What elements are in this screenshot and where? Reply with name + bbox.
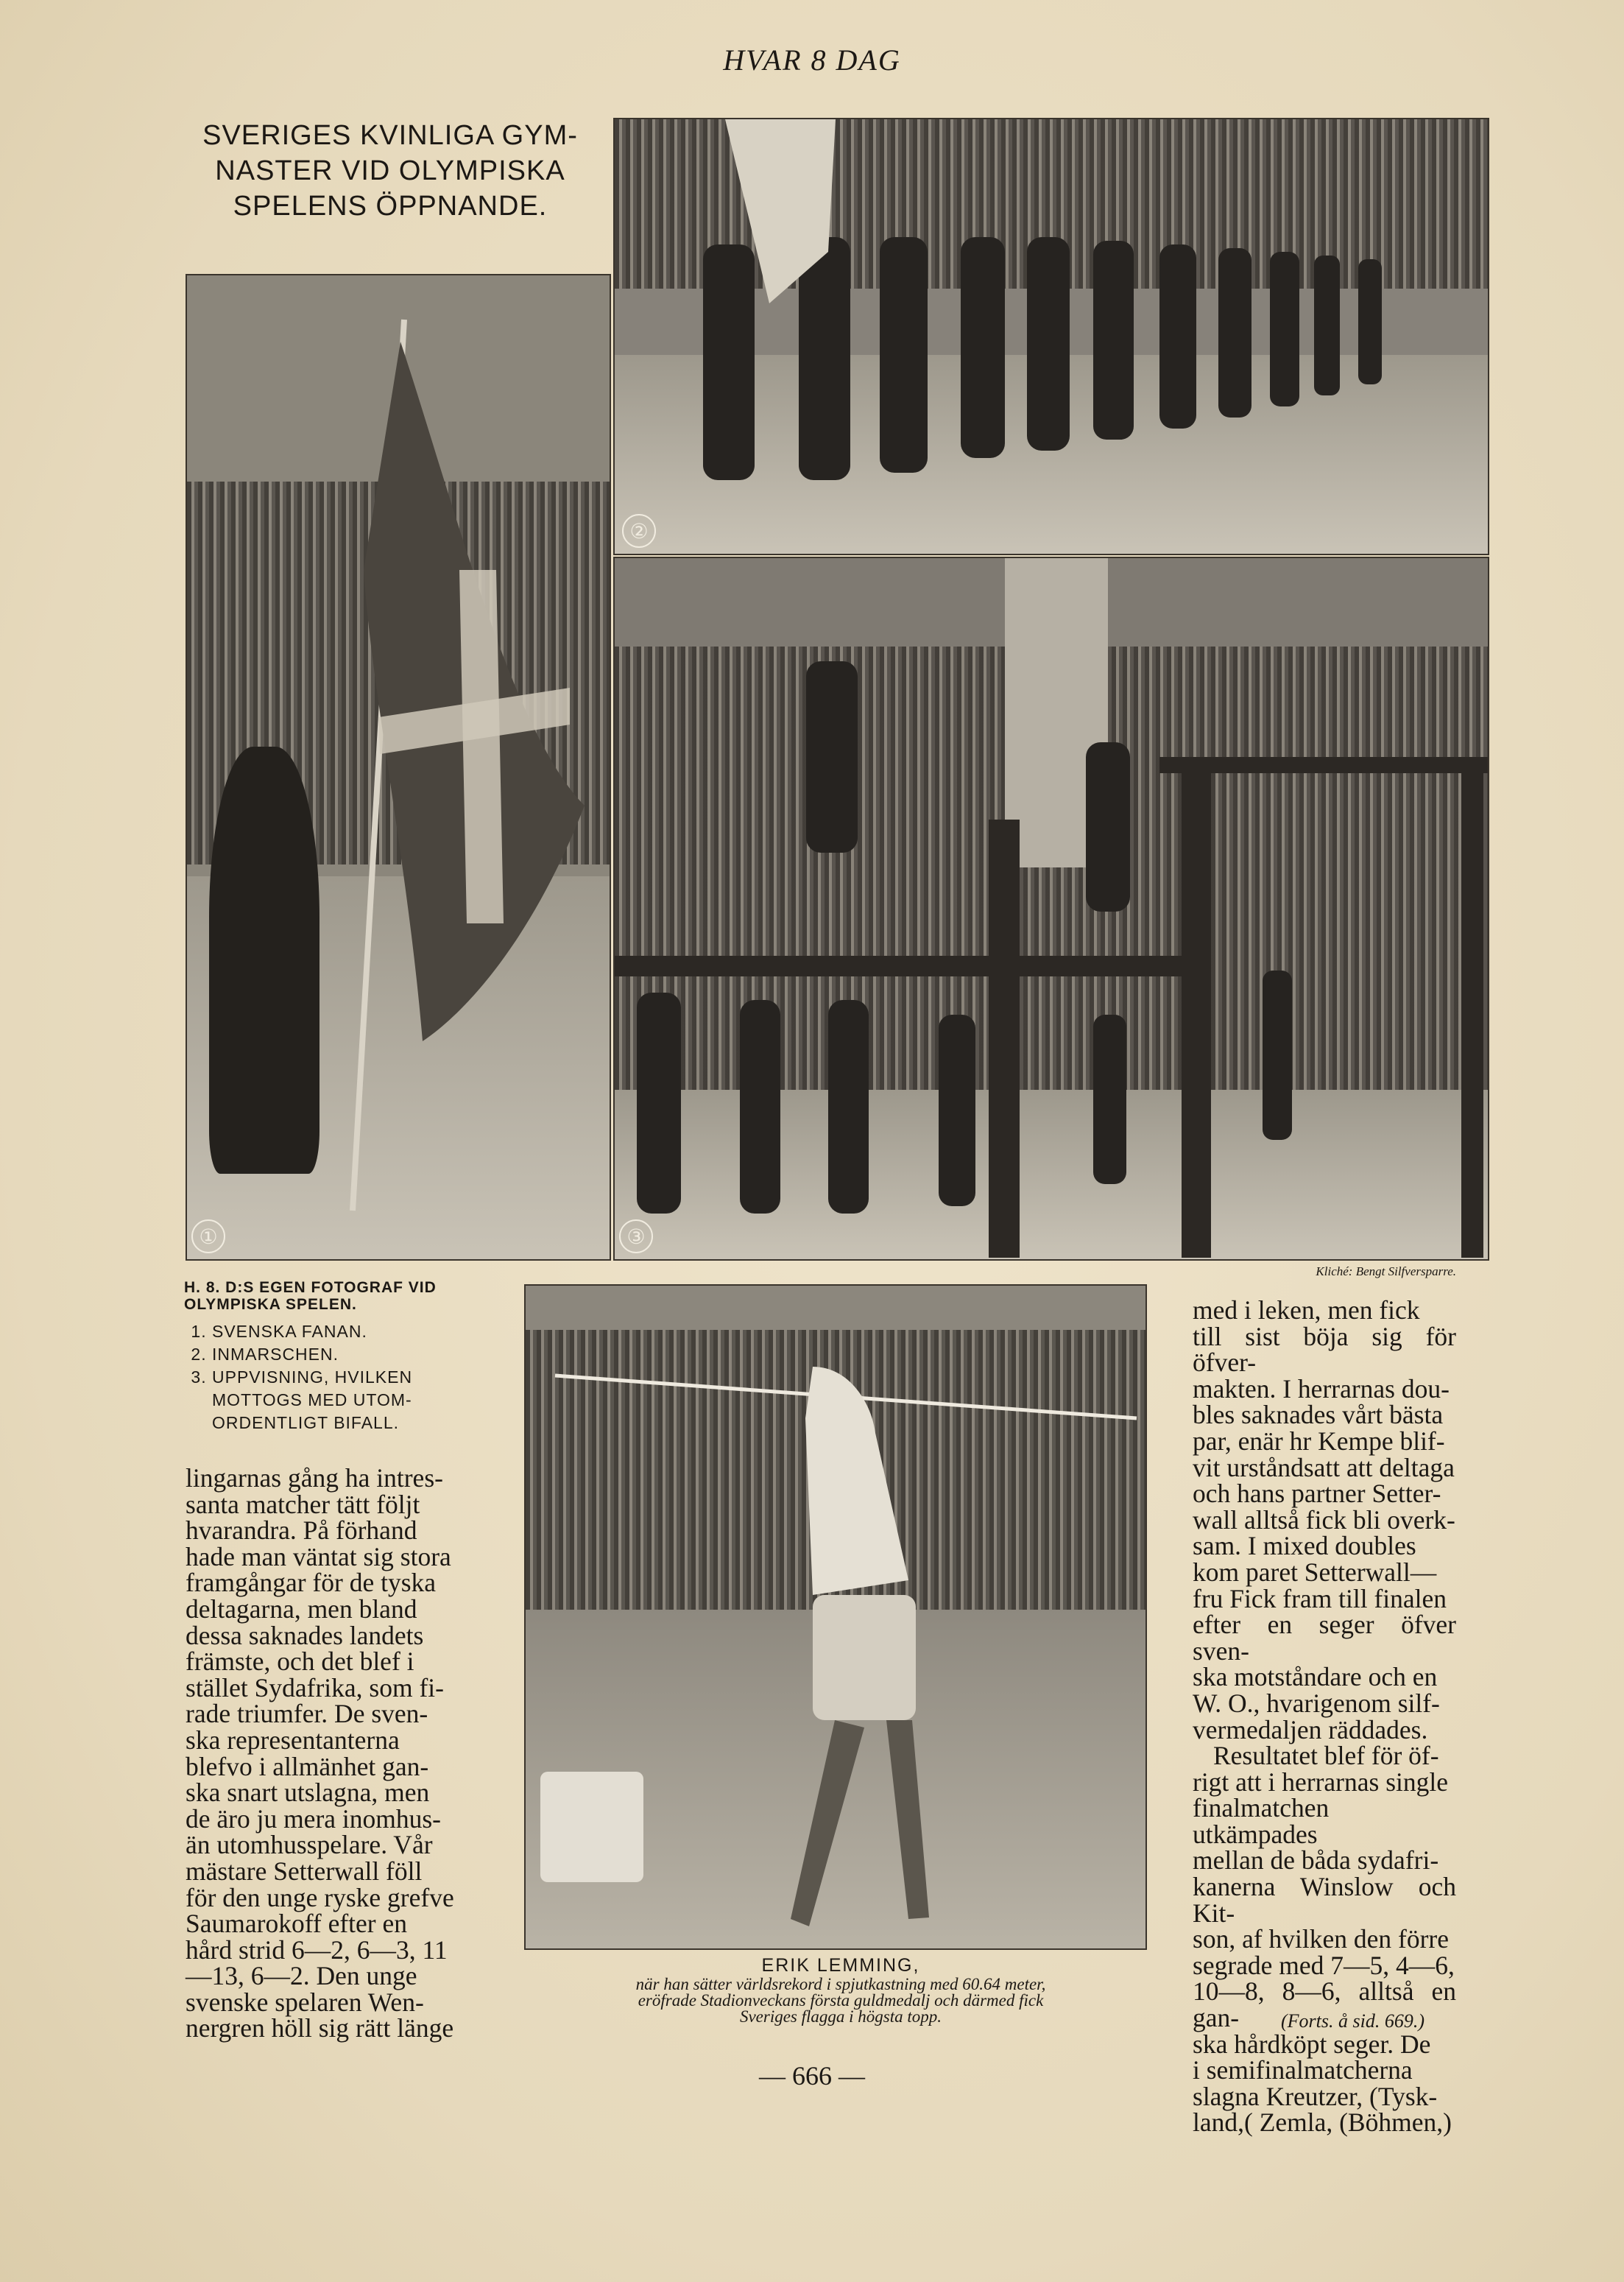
photo-exhibition (613, 557, 1489, 1261)
article-line: och hans partner Setter- (1193, 1479, 1441, 1509)
photo-caption-list (184, 1320, 493, 1434)
javelin-graphic (526, 1286, 1145, 1948)
article-line: makten. I herrarnas dou- (1193, 1373, 1450, 1404)
photo-swedish-flag (186, 274, 611, 1261)
article-line: mästare Setterwall föll (186, 1856, 423, 1886)
article-line: ska snart utslagna, men (186, 1778, 430, 1808)
article-line: ska hårdköpt seger. De (1193, 2029, 1431, 2059)
article-line: dessa saknades landets (186, 1620, 424, 1650)
page-number: — 666 — (759, 2061, 865, 2091)
article-line: deltagarna, men bland (186, 1593, 417, 1624)
article-line: till sist böja sig för öfver- (1193, 1321, 1456, 1378)
article-line: hade man väntat sig stora (186, 1541, 451, 1571)
feature-title-line: SPELENS ÖPPNANDE. (233, 191, 548, 222)
article-line: santa matcher tätt följt (186, 1489, 420, 1519)
article-line: W. O., hvarigenom silf- (1193, 1688, 1440, 1718)
lemming-caption-line: när han sätter världsrekord i spjutkastning med 60.64 meter, (635, 1975, 1046, 1993)
article-line: med i leken, men fick (1193, 1295, 1420, 1325)
article-line: Resultatet blef för öf- (1213, 1741, 1439, 1771)
flag-cross (459, 570, 504, 923)
article-line: nergren höll sig rätt länge (186, 2013, 454, 2043)
article-line: Saumarokoff efter en (186, 1909, 407, 1939)
gymnast-figure (209, 747, 319, 1174)
article-line: framgångar för de tyska (186, 1568, 437, 1598)
article-line: de äro ju mera inomhus- (186, 1803, 442, 1834)
article-line: mellan de båda sydafri- (1193, 1845, 1439, 1876)
photo-number-2: ② (622, 514, 656, 548)
photo-caption-item: 2. INMARSCHEN. (212, 1343, 493, 1366)
article-line: för den unge ryske grefve (186, 1882, 454, 1912)
article-line: än utomhusspelare. Vår (186, 1830, 433, 1860)
article-line: efter en seger öfver sven- (1193, 1610, 1456, 1666)
photo-caption-item: 1. SVENSKA FANAN. (212, 1320, 493, 1343)
feature-title (169, 118, 611, 224)
photo-caption (184, 1279, 493, 1434)
athlete-legs (791, 1720, 929, 1926)
feature-title-line: NASTER VID OLYMPISKA (215, 155, 565, 186)
photo-erik-lemming (524, 1284, 1147, 1950)
towel (540, 1772, 643, 1882)
article-line: ska motståndare och en (1193, 1662, 1438, 1692)
article-line: rade triumfer. De sven- (186, 1699, 428, 1729)
running-head: HVAR 8 DAG (723, 43, 901, 77)
beam-upright (1182, 772, 1211, 1258)
article-line: fru Fick fram till finalen (1193, 1583, 1447, 1613)
article-line: 10—8, 8—6, alltså en gan- (1193, 1976, 1456, 2033)
beam (1159, 757, 1488, 773)
article-line: svenske spelaren Wen- (186, 1987, 424, 2017)
athlete-shorts (813, 1595, 916, 1720)
photo-credit: Kliché: Bengt Silfversparre. (1316, 1264, 1456, 1278)
photo-number-3: ③ (619, 1219, 653, 1253)
article-line: kanerna Winslow och Kit- (1193, 1872, 1456, 1928)
article-line: i semifinalmatcherna (1193, 2055, 1413, 2085)
beam (615, 956, 1204, 976)
article-left-column (186, 1465, 483, 2042)
article-line: bles saknades vårt bästa (1193, 1400, 1444, 1430)
article-line: vit urståndsatt att deltaga (1193, 1452, 1455, 1482)
article-line: wall alltså fick bli overk- (1193, 1504, 1455, 1535)
article-line: ska representanterna (186, 1725, 400, 1755)
continuation-note: (Forts. å sid. 669.) (1281, 2010, 1424, 2032)
beam-upright (1461, 764, 1483, 1258)
photo-caption-item: 3. UPPVISNING, HVILKEN MOTTOGS MED UTOM-ORDENTLIGT BIFALL. (212, 1366, 493, 1434)
lemming-caption-name: ERIK LEMMING, (761, 1955, 920, 1976)
article-line: son, af hvilken den förre (1193, 1924, 1449, 1954)
article-line: vermedaljen räddades. (1193, 1714, 1428, 1744)
photo-source (184, 1279, 493, 1313)
article-line: hård strid 6—2, 6—3, 11 (186, 1934, 448, 1965)
article-line: segrade med 7—5, 4—6, (1193, 1950, 1455, 1980)
photo-source-line: OLYMPISKA SPELEN. (184, 1296, 357, 1313)
article-line: finalmatchen utkämpades (1193, 1793, 1330, 1849)
photo-source-line: H. 8. D:S EGEN FOTOGRAF VID (184, 1279, 437, 1296)
article-line: främste, och det blef i (186, 1647, 414, 1677)
marchers-graphic (615, 119, 1488, 554)
article-line: stället Sydafrika, som fi- (186, 1672, 444, 1702)
article-line: rigt att i herrarnas single (1193, 1767, 1448, 1797)
article-line: land,( Zemla, (Böhmen,) (1193, 2107, 1452, 2138)
article-line: kom paret Setterwall— (1193, 1557, 1437, 1587)
photo-number-1: ① (191, 1219, 225, 1253)
photo-march-in (613, 118, 1489, 555)
beam-upright (989, 820, 1020, 1258)
article-line: lingarnas gång ha intres- (186, 1463, 443, 1493)
lemming-caption-line: eröfrade Stadionveckans första guldmedalj och därmed fick (638, 1991, 1044, 2010)
apparatus-graphic (615, 558, 1488, 1259)
article-line: —13, 6—2. Den unge (186, 1961, 417, 1991)
lemming-caption-line: Sveriges flagga i högsta topp. (739, 2007, 942, 2026)
article-line: par, enär hr Kempe blif- (1193, 1426, 1445, 1456)
feature-title-line: SVERIGES KVINLIGA GYM- (202, 120, 578, 151)
lemming-caption (524, 1955, 1157, 2025)
article-line: blefvo i allmänhet gan- (186, 1751, 429, 1781)
article-line: slagna Kreutzer, (Tysk- (1193, 2081, 1438, 2111)
article-line: sam. I mixed doubles (1193, 1531, 1416, 1561)
article-line: hvarandra. På förhand (186, 1515, 417, 1546)
